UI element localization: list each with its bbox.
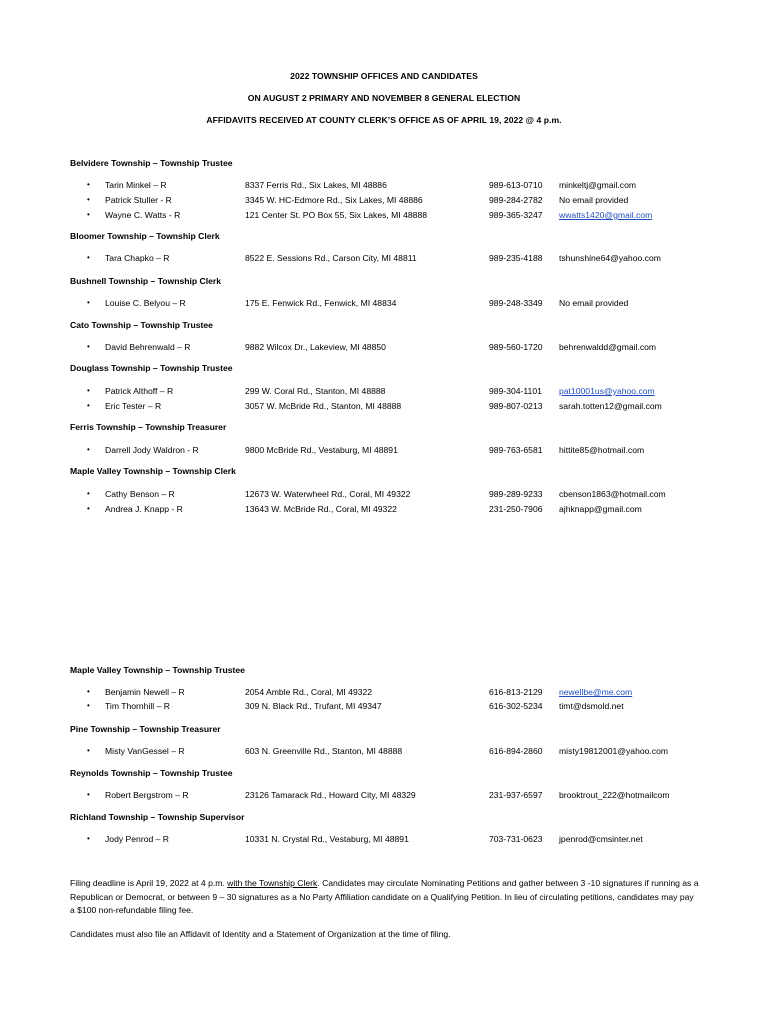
candidate-name: Louise C. Belyou – R [105, 298, 186, 308]
section-heading: Reynolds Township – Township Trustee [70, 768, 233, 778]
candidate-email: sarah.totten12@gmail.com [559, 401, 662, 411]
bullet: • [87, 180, 90, 189]
bullet: • [87, 746, 90, 755]
candidate-phone: 231-250-7906 [489, 504, 543, 514]
candidate-phone: 989-365-3247 [489, 210, 543, 220]
candidate-address: 3057 W. McBride Rd., Stanton, MI 48888 [245, 401, 402, 411]
candidate-email: timt@dsmold.net [559, 701, 624, 711]
candidate-email: ajhknapp@gmail.com [559, 504, 642, 514]
candidate-name: Robert Bergstrom – R [105, 790, 189, 800]
affidavit-paragraph: Candidates must also file an Affidavit of Identity and a Statement of Organization at the time of filing. [70, 929, 451, 939]
candidate-email-link[interactable]: wwatts1420@gmail.com [559, 210, 653, 220]
candidate-address: 9882 Wilcox Dr., Lakeview, MI 48850 [245, 342, 386, 352]
candidate-phone: 989-304-1101 [489, 386, 542, 396]
candidate-phone: 989-248-3349 [489, 298, 543, 308]
bullet: • [87, 701, 90, 710]
candidate-email: misty19812001@yahoo.com [559, 746, 669, 756]
document-title-line-3: AFFIDAVITS RECEIVED AT COUNTY CLERK’S OFFICE AS OF APRIL 19, 2022 @ 4 p.m. [206, 115, 562, 125]
candidate-email: brooktrout_222@hotmailcom [559, 790, 670, 800]
candidate-row [0, 195, 768, 207]
candidate-row [0, 790, 768, 802]
section-heading: Maple Valley Township – Township Trustee [70, 665, 245, 675]
candidate-phone: 703-731-0623 [489, 834, 543, 844]
candidate-email: hittite85@hotmail.com [559, 445, 645, 455]
candidate-phone: 989-807-0213 [489, 401, 543, 411]
candidate-phone: 231-937-6597 [489, 790, 543, 800]
candidate-phone: 989-289-9233 [489, 489, 543, 499]
bullet: • [87, 790, 90, 799]
candidate-row [0, 180, 768, 192]
candidate-address: 121 Center St. PO Box 55, Six Lakes, MI 48888 [245, 210, 428, 220]
section-heading: Belvidere Township – Township Trustee [70, 158, 233, 168]
section-heading: Ferris Township – Township Treasurer [70, 422, 227, 432]
candidate-email: minkeltj@gmail.com [559, 180, 637, 190]
candidate-name: Cathy Benson – R [105, 489, 175, 499]
candidate-name: Patrick Stuller - R [105, 195, 172, 205]
bullet: • [87, 445, 90, 454]
candidate-phone: 989-763-6581 [489, 445, 543, 455]
candidate-row [0, 701, 768, 713]
candidate-email: cbenson1863@hotmail.com [559, 489, 666, 499]
candidate-email-link[interactable]: newellbe@me.com [559, 687, 633, 697]
section-heading: Bushnell Township – Township Clerk [70, 276, 222, 286]
candidate-row [0, 746, 768, 758]
candidate-phone: 989-284-2782 [489, 195, 543, 205]
candidate-name: Tim Thornhill – R [105, 701, 170, 711]
bullet: • [87, 342, 90, 351]
candidate-phone: 616-302-5234 [489, 701, 543, 711]
section-heading: Cato Township – Township Trustee [70, 320, 213, 330]
candidate-address: 23126 Tamarack Rd., Howard City, MI 48329 [245, 790, 416, 800]
candidate-row [0, 834, 768, 846]
paragraph-text: Filing deadline is April 19, 2022 at 4 p.m. [70, 878, 228, 888]
paragraph-text: . Candidates may circulate Nominating Petitions and gather between 3 -10 signatures if running as a Republican or Democrat, or between 9 – 30 signatures as a No Party Affiliation candidate on a Qualifying Petition. In lieu of circulating petitions, candidates may pay a $100 non-refundable filing fee. [70, 878, 699, 916]
candidate-row [0, 342, 768, 354]
candidate-address: 309 N. Black Rd., Trufant, MI 49347 [245, 701, 382, 711]
candidate-name: Wayne C. Watts - R [105, 210, 181, 220]
bullet: • [87, 298, 90, 307]
candidate-name: Andrea J. Knapp - R [105, 504, 183, 514]
candidate-name: Eric Tester – R [105, 401, 162, 411]
candidate-phone: 616-813-2129 [489, 687, 543, 697]
bullet: • [87, 253, 90, 262]
section-heading: Richland Township – Township Supervisor [70, 812, 245, 822]
candidate-row [0, 401, 768, 413]
candidate-address: 299 W. Coral Rd., Stanton, MI 48888 [245, 386, 386, 396]
section-heading: Bloomer Township – Township Clerk [70, 231, 220, 241]
candidate-row [0, 253, 768, 265]
section-heading: Maple Valley Township – Township Clerk [70, 466, 236, 476]
candidate-name: Jody Penrod – R [105, 834, 170, 844]
candidate-name: Benjamin Newell – R [105, 687, 185, 697]
candidate-name: Tarin Minkel – R [105, 180, 167, 190]
candidate-row [0, 687, 768, 699]
bullet: • [87, 504, 90, 513]
candidate-name: Tara Chapko – R [105, 253, 170, 263]
candidate-row [0, 504, 768, 516]
candidate-address: 8337 Ferris Rd., Six Lakes, MI 48886 [245, 180, 387, 190]
section-heading: Douglass Township – Township Trustee [70, 363, 233, 373]
candidate-email: No email provided [559, 298, 629, 308]
candidate-email: tshunshine64@yahoo.com [559, 253, 661, 263]
candidate-email: jpenrod@cmsinter.net [559, 834, 643, 844]
candidate-name: Misty VanGessel – R [105, 746, 185, 756]
candidate-row [0, 210, 768, 222]
underlined-text: with the Township Clerk [227, 878, 318, 888]
candidate-address: 2054 Amble Rd., Coral, MI 49322 [245, 687, 373, 697]
document-title-line-1: 2022 TOWNSHIP OFFICES AND CANDIDATES [290, 71, 478, 81]
candidate-phone: 989-613-0710 [489, 180, 543, 190]
candidate-address: 3345 W. HC-Edmore Rd., Six Lakes, MI 48886 [245, 195, 423, 205]
candidate-email: No email provided [559, 195, 629, 205]
bullet: • [87, 834, 90, 843]
document-title-line-2: ON AUGUST 2 PRIMARY AND NOVEMBER 8 GENERAL ELECTION [247, 93, 521, 103]
filing-deadline-paragraph [70, 877, 700, 918]
candidate-address: 13643 W. McBride Rd., Coral, MI 49322 [245, 504, 397, 514]
bullet: • [87, 195, 90, 204]
candidate-phone: 989-560-1720 [489, 342, 543, 352]
candidate-row [0, 298, 768, 310]
candidate-name: Darrell Jody Waldron - R [105, 445, 199, 455]
bullet: • [87, 210, 90, 219]
section-heading: Pine Township – Township Treasurer [70, 724, 221, 734]
candidate-name: David Behrenwald – R [105, 342, 191, 352]
candidate-phone: 989-235-4188 [489, 253, 543, 263]
candidate-email-link[interactable]: pat10001us@yahoo.com [559, 386, 655, 396]
candidate-address: 8522 E. Sessions Rd., Carson City, MI 48811 [245, 253, 417, 263]
candidate-row [0, 489, 768, 501]
candidate-address: 10331 N. Crystal Rd., Vestaburg, MI 48891 [245, 834, 409, 844]
candidate-address: 9800 McBride Rd., Vestaburg, MI 48891 [245, 445, 398, 455]
bullet: • [87, 687, 90, 696]
candidate-address: 175 E. Fenwick Rd., Fenwick, MI 48834 [245, 298, 397, 308]
candidate-address: 603 N. Greenville Rd., Stanton, MI 48888 [245, 746, 403, 756]
candidate-address: 12673 W. Waterwheel Rd., Coral, MI 49322 [245, 489, 411, 499]
candidate-row [0, 386, 768, 398]
bullet: • [87, 401, 90, 410]
candidate-name: Patrick Althoff – R [105, 386, 174, 396]
candidate-row [0, 445, 768, 457]
bullet: • [87, 489, 90, 498]
candidate-phone: 616-894-2860 [489, 746, 543, 756]
candidate-email: behrenwaldd@gmail.com [559, 342, 657, 352]
bullet: • [87, 386, 90, 395]
